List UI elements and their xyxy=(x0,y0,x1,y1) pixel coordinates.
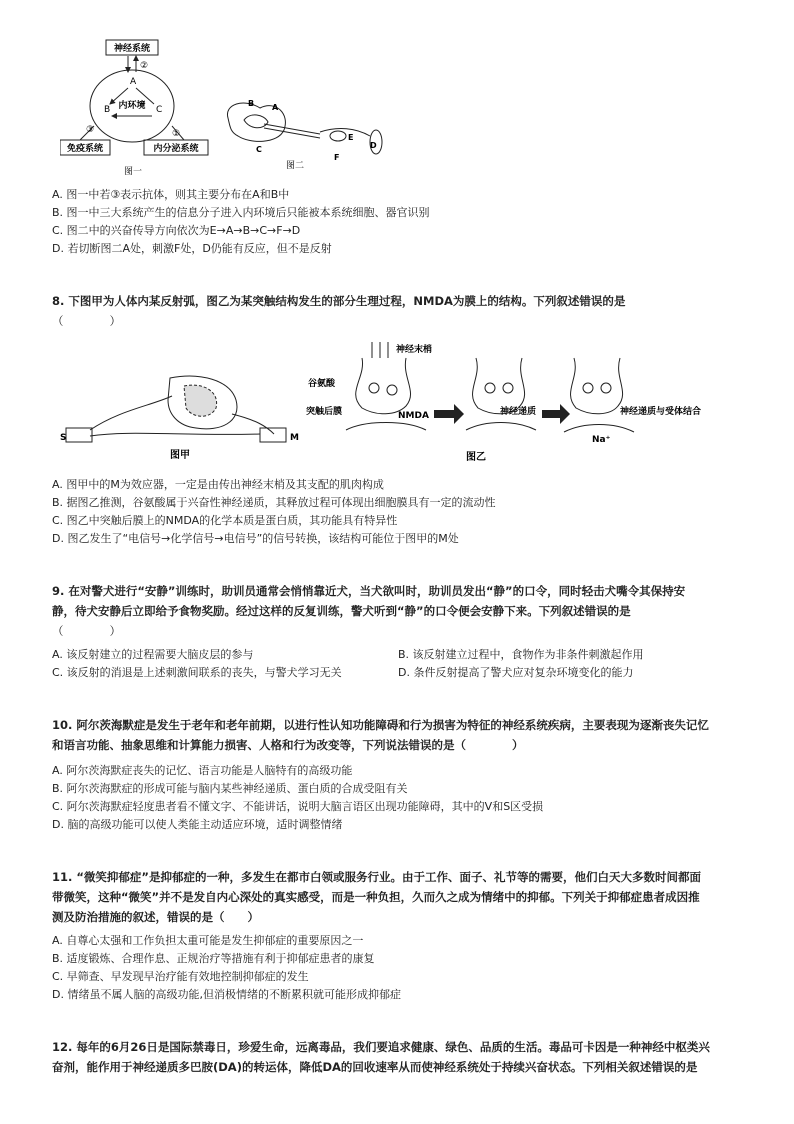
receptor-S-box xyxy=(66,428,92,442)
q9-option-d[interactable]: D. 条件反射提高了警犬应对复杂环境变化的能力 xyxy=(398,666,634,679)
arrow-2-label: ② xyxy=(140,61,149,71)
node-C: C xyxy=(156,105,163,115)
q11-option-d[interactable]: D. 情绪虽不属人脑的高级功能,但消极情绪的不断累积就可能形成抑郁症 xyxy=(52,988,401,1001)
q11-stem-line-1: 11. “微笑抑郁症”是抑郁症的一种，多发生在都市白领或服务行业。由于工作、面子、礼节等的需要，他们白天大多数时间都面 xyxy=(52,870,701,884)
figure-1 xyxy=(60,36,220,178)
q9-option-b[interactable]: B. 该反射建立过程中，食物作为非条件刺激起作用 xyxy=(398,648,644,661)
q12-stem-line-2: 奋剂，能作用于神经递质多巴胺(DA)的转运体，降低DA的回收速率从而使神经系统处于持续兴奋状态。下列相关叙述错误的是 xyxy=(52,1060,698,1074)
q11-option-c[interactable]: C. 早筛查、早发现早治疗能有效地控制抑郁症的发生 xyxy=(52,970,309,983)
nervous-system-label: 神经系统 xyxy=(113,44,151,54)
q8-stem-line-2: （ ） xyxy=(52,314,121,328)
q7-option-a[interactable]: A. 图一中若③表示抗体，则其主要分布在A和B中 xyxy=(52,188,290,201)
fig-jia-M: M xyxy=(290,433,299,443)
fig2-A: A xyxy=(272,103,279,112)
fig-jia-S: S xyxy=(60,433,67,443)
q11-option-b[interactable]: B. 适度锻炼、合理作息、正规治疗等措施有利于抑郁症患者的康复 xyxy=(52,952,375,965)
arrow-3-label: ③ xyxy=(86,125,95,135)
q10-option-a[interactable]: A. 阿尔茨海默症丧失的记忆、语言功能是人脑特有的高级功能 xyxy=(52,764,353,777)
nmda-label: NMDA xyxy=(398,411,429,421)
figure-jia xyxy=(60,370,300,464)
q7-option-b[interactable]: B. 图一中三大系统产生的信息分子进入内环境后只能被本系统细胞、器官识别 xyxy=(52,206,430,219)
q8-stem-line-1: 8. 下图甲为人体内某反射弧，图乙为某突触结构发生的部分生理过程，NMDA为膜上的结构。下列叙述错误的是 xyxy=(52,294,626,308)
q8-option-b[interactable]: B. 据图乙推测，谷氨酸属于兴奋性神经递质，其释放过程可体现出细胞膜具有一定的流动性 xyxy=(52,496,496,509)
figure-2-caption: 图二 xyxy=(286,161,305,171)
q10-option-c[interactable]: C. 阿尔茨海默症轻度患者看不懂文字、不能讲话，说明大脑言语区出现功能障碍，其中的V和S区受损 xyxy=(52,800,544,813)
q9-stem-line-1: 9. 在对警犬进行“安静”训练时，助训员通常会悄悄靠近犬，当犬欲叫时，助训员发出“静”的口令，同时轻击犬嘴令其保持安 xyxy=(52,584,686,598)
figure-1-caption: 图一 xyxy=(124,167,143,177)
q11-stem-line-2: 带微笑，这种“微笑”并不是发自内心深处的真实感受，而是一种负担，久而久之成为情绪中的抑郁。下列关于抑郁症患者成因推 xyxy=(52,890,700,904)
immune-system-label: 免疫系统 xyxy=(66,144,104,154)
q9-option-c[interactable]: C. 该反射的消退是上述刺激间联系的丧失，与警犬学习无关 xyxy=(52,666,342,679)
figure-yi-caption: 图乙 xyxy=(466,452,486,463)
glutamate-label: 谷氨酸 xyxy=(308,379,336,389)
q10-stem-line-2: 和语言功能、抽象思维和计算能力损害、人格和行为改变等，下列说法错误的是（ ） xyxy=(52,738,524,752)
post-membrane-label: 突触后膜 xyxy=(306,407,343,417)
endocrine-system-label: 内分泌系统 xyxy=(153,144,199,154)
q8-option-c[interactable]: C. 图乙中突触后膜上的NMDA的化学本质是蛋白质，其功能具有特异性 xyxy=(52,514,398,527)
figure-yi xyxy=(306,338,706,468)
q8-option-a[interactable]: A. 图甲中的M为效应器，一定是由传出神经末梢及其支配的肌肉构成 xyxy=(52,478,384,491)
figure-2 xyxy=(220,96,390,176)
q9-stem-line-3: （ ） xyxy=(52,624,121,638)
node-A: A xyxy=(130,77,137,87)
node-B: B xyxy=(104,105,111,115)
effector-M-box xyxy=(260,428,286,442)
q7-option-d[interactable]: D. 若切断图二A处，刺激F处，D仍能有反应，但不是反射 xyxy=(52,242,332,255)
q11-option-a[interactable]: A. 自尊心太强和工作负担太重可能是发生抑郁症的重要原因之一 xyxy=(52,934,364,947)
q7-option-c[interactable]: C. 图二中的兴奋传导方向依次为E→A→B→C→F→D xyxy=(52,224,301,237)
fig2-E: E xyxy=(348,133,354,142)
q9-option-a[interactable]: A. 该反射建立的过程需要大脑皮层的参与 xyxy=(52,648,254,661)
transmitter-label: 神经递质 xyxy=(500,407,537,417)
fig2-B: B xyxy=(248,99,255,108)
q10-option-d[interactable]: D. 脑的高级功能可以使人类能主动适应环境，适时调整情绪 xyxy=(52,818,343,831)
binding-label: 神经递质与受体结合 xyxy=(620,407,702,417)
q10-option-b[interactable]: B. 阿尔茨海默症的形成可能与脑内某些神经递质、蛋白质的合成受阻有关 xyxy=(52,782,408,795)
nerve-ending-label: 神经末梢 xyxy=(396,345,433,355)
q8-option-d[interactable]: D. 图乙发生了“电信号→化学信号→电信号”的信号转换，该结构可能位于图甲的M处 xyxy=(52,532,459,545)
internal-environment-label: 内环境 xyxy=(118,101,146,111)
q10-stem-line-1: 10. 阿尔茨海默症是发生于老年和老年前期，以进行性认知功能障碍和行为损害为特征的神经系统疾病，主要表现为逐渐丧失记忆 xyxy=(52,718,709,732)
q9-stem-line-2: 静，待犬安静后立即给予食物奖励。经过这样的反复训练，警犬听到“静”的口令便会安静下来。下列叙述错误的是 xyxy=(52,604,631,618)
fig2-D: D xyxy=(370,141,377,150)
q11-stem-line-3: 测及防治措施的叙述，错误的是（ ） xyxy=(52,910,259,924)
fig2-F: F xyxy=(334,153,340,162)
fig2-C: C xyxy=(256,145,262,154)
arrow-1-label: ① xyxy=(172,129,181,139)
q12-stem-line-1: 12. 每年的6月26日是国际禁毒日，珍爱生命，远离毒品，我们要追求健康、绿色、品质的生活。毒品可卡因是一种神经中枢类兴 xyxy=(52,1040,710,1054)
figure-jia-caption: 图甲 xyxy=(170,450,190,461)
sodium-label: Na⁺ xyxy=(592,435,611,445)
